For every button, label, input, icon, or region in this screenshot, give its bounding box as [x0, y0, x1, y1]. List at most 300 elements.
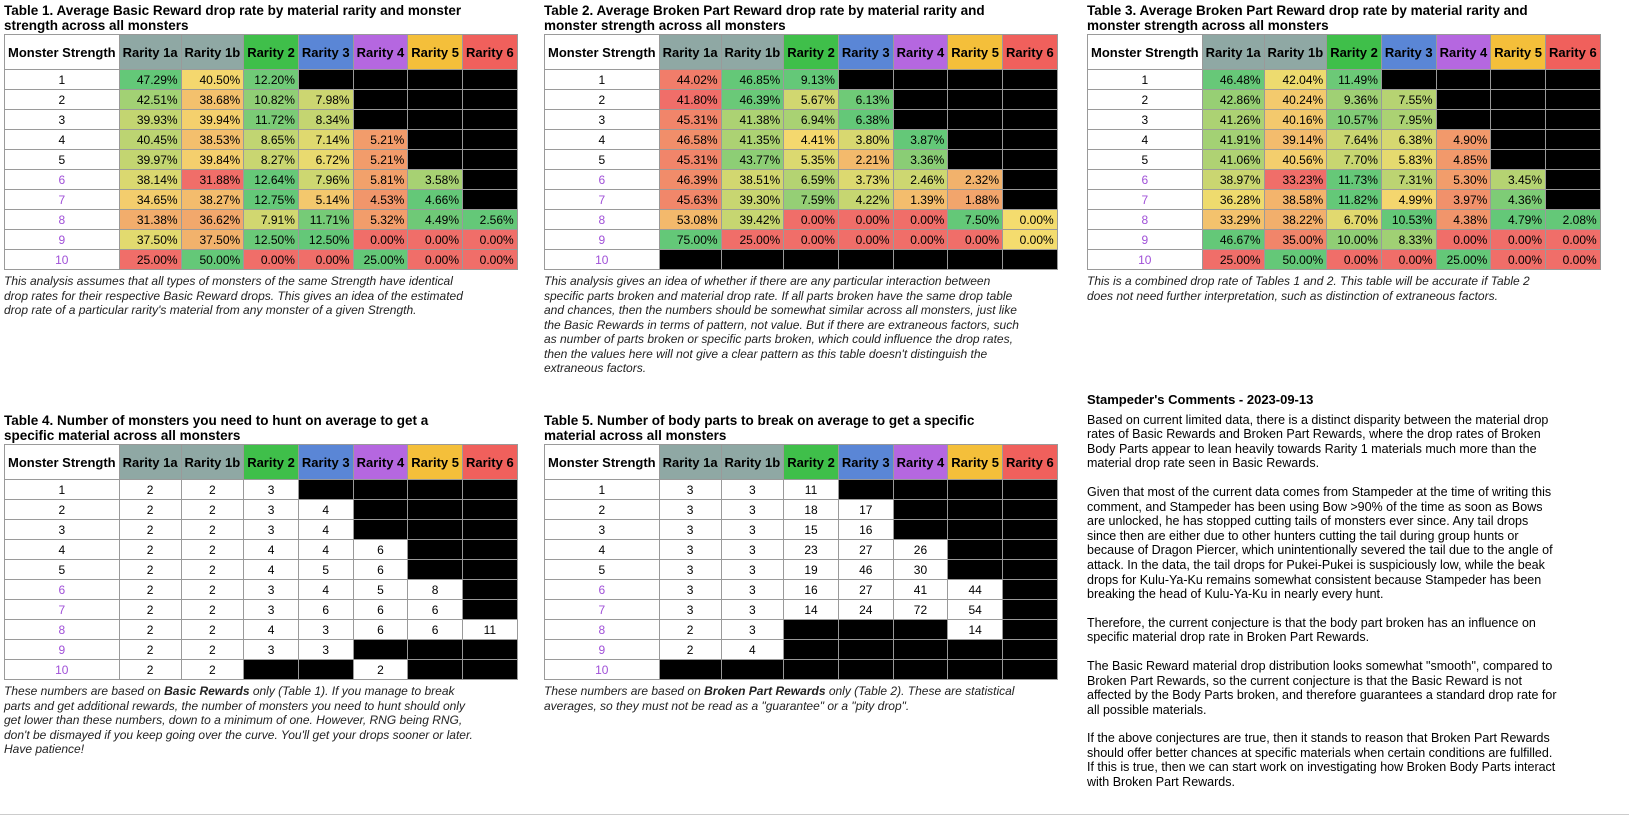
header-rarity-2: Rarity 2: [784, 445, 839, 480]
value-cell: 6.59%: [784, 170, 839, 190]
value-cell: 2.46%: [893, 170, 948, 190]
header-rarity-1a: Rarity 1a: [659, 35, 721, 70]
value-cell: 2.08%: [1546, 210, 1601, 230]
value-cell: 19: [784, 560, 839, 580]
header-rarity-6: Rarity 6: [463, 35, 518, 70]
empty-cell: [408, 110, 463, 130]
value-cell: 26: [893, 540, 948, 560]
empty-cell: [1003, 500, 1058, 520]
empty-cell: [1546, 70, 1601, 90]
value-cell: 31.88%: [181, 170, 244, 190]
value-cell: 50.00%: [181, 250, 244, 270]
value-cell: 46.58%: [659, 130, 721, 150]
value-cell: 41: [893, 580, 948, 600]
value-cell: 5.21%: [353, 130, 408, 150]
value-cell: 11: [784, 480, 839, 500]
empty-cell: [948, 660, 1003, 680]
value-cell: 54: [948, 600, 1003, 620]
value-cell: 11.82%: [1327, 190, 1382, 210]
table1-block: [4, 3, 514, 318]
empty-cell: [1003, 250, 1058, 270]
empty-cell: [893, 480, 948, 500]
empty-cell: [838, 70, 893, 90]
empty-cell: [1436, 90, 1491, 110]
monster-strength-cell: 8: [5, 210, 120, 230]
value-cell: 3.45%: [1491, 170, 1546, 190]
table5-block: [544, 413, 1054, 713]
table-row: [5, 560, 518, 580]
value-cell: 7.95%: [1381, 110, 1436, 130]
value-cell: 3.87%: [893, 130, 948, 150]
value-cell: 41.35%: [721, 130, 784, 150]
value-cell: 25.00%: [119, 250, 181, 270]
value-cell: 0.00%: [1491, 250, 1546, 270]
empty-cell: [463, 560, 518, 580]
value-cell: 8.27%: [244, 150, 299, 170]
comments-block: [1087, 393, 1557, 804]
value-cell: 2: [119, 640, 181, 660]
value-cell: 5.67%: [784, 90, 839, 110]
value-cell: 3.80%: [838, 130, 893, 150]
empty-cell: [463, 130, 518, 150]
monster-strength-cell: 9: [5, 230, 120, 250]
value-cell: 0.00%: [893, 210, 948, 230]
value-cell: 39.42%: [721, 210, 784, 230]
monster-strength-cell: 10: [545, 250, 660, 270]
value-cell: 2: [353, 660, 408, 680]
table-row: [545, 480, 1058, 500]
value-cell: 38.53%: [181, 130, 244, 150]
monster-strength-cell: 10: [5, 250, 120, 270]
value-cell: 0.00%: [784, 210, 839, 230]
table-row: [545, 540, 1058, 560]
value-cell: 6.94%: [784, 110, 839, 130]
empty-cell: [408, 500, 463, 520]
value-cell: 75.00%: [659, 230, 721, 250]
value-cell: 3: [244, 640, 299, 660]
monster-strength-cell: 7: [5, 190, 120, 210]
table4-note-post: only (Table 1). If you manage to break parts and get additional rewards, the number of monsters you need to hunt should only get lower than these numbers, down to a minimum of one. However, RNG being RNG, don't be dismayed if you keep going over the curve. You'll get your drops sooner or later. Have patience!: [4, 684, 473, 756]
value-cell: 39.94%: [181, 110, 244, 130]
empty-cell: [893, 620, 948, 640]
table2: [544, 34, 1058, 270]
empty-cell: [408, 660, 463, 680]
value-cell: 3: [659, 560, 721, 580]
value-cell: 3: [659, 500, 721, 520]
empty-cell: [948, 90, 1003, 110]
value-cell: 44.02%: [659, 70, 721, 90]
table-row: [5, 70, 518, 90]
value-cell: 2: [181, 500, 244, 520]
value-cell: 3: [659, 480, 721, 500]
value-cell: 10.00%: [1327, 230, 1382, 250]
comments-paragraph: Given that most of the current data comes from Stampeder at the time of writing this comment, and Stampeder has been using Bow >90% of the time as soon as Bows are unlocked, he has stopped cutting tails of monsters ever since. Any tail drops since then are either due to other hunters cutting the tail during group hunts or because of Dragon Piercer, which unintentionally severed the tail due to the angle of attack. In the data, the tail drops for Pukei-Pukei is suspiciously low, while the beak drops for Kulu-Ya-Ku remains somewhat consistent because Stampeder has been breaking the head of Kulu-Ya-Ku in nearly every hunt.: [1087, 484, 1553, 602]
monster-strength-cell: 7: [5, 600, 120, 620]
table-row: [5, 480, 518, 500]
table-row: [5, 90, 518, 110]
header-rarity-4: Rarity 4: [893, 445, 948, 480]
value-cell: 5.81%: [353, 170, 408, 190]
value-cell: 44: [948, 580, 1003, 600]
monster-strength-cell: 5: [1088, 150, 1203, 170]
value-cell: 34.65%: [119, 190, 181, 210]
empty-cell: [1003, 150, 1058, 170]
value-cell: 5.30%: [1436, 170, 1491, 190]
value-cell: 7.59%: [784, 190, 839, 210]
table3: [1087, 34, 1601, 270]
empty-cell: [244, 660, 299, 680]
value-cell: 2: [181, 600, 244, 620]
empty-cell: [408, 540, 463, 560]
value-cell: 7.70%: [1327, 150, 1382, 170]
empty-cell: [1546, 170, 1601, 190]
value-cell: 25.00%: [1436, 250, 1491, 270]
empty-cell: [721, 660, 784, 680]
value-cell: 41.38%: [721, 110, 784, 130]
monster-strength-cell: 7: [545, 600, 660, 620]
value-cell: 31.38%: [119, 210, 181, 230]
value-cell: 0.00%: [1546, 230, 1601, 250]
empty-cell: [463, 480, 518, 500]
table-row: [1088, 190, 1601, 210]
table5-note-bold: Broken Part Rewards: [704, 684, 826, 698]
comments-paragraph: Therefore, the current conjecture is that the body part broken has an influence on specific material drop rate in Broken Part Rewards.: [1087, 615, 1536, 645]
monster-strength-cell: 6: [545, 580, 660, 600]
empty-cell: [784, 620, 839, 640]
empty-cell: [893, 110, 948, 130]
empty-cell: [463, 600, 518, 620]
header-rarity-2: Rarity 2: [784, 35, 839, 70]
empty-cell: [721, 250, 784, 270]
table1: [4, 34, 518, 270]
value-cell: 0.00%: [1003, 210, 1058, 230]
empty-cell: [463, 660, 518, 680]
value-cell: 3.36%: [893, 150, 948, 170]
table-row: [5, 130, 518, 150]
value-cell: 8.33%: [1381, 230, 1436, 250]
empty-cell: [838, 480, 893, 500]
value-cell: 3.58%: [408, 170, 463, 190]
value-cell: 2.56%: [463, 210, 518, 230]
empty-cell: [1003, 480, 1058, 500]
value-cell: 3: [721, 600, 784, 620]
value-cell: 2: [119, 560, 181, 580]
monster-strength-cell: 5: [545, 150, 660, 170]
value-cell: 46.48%: [1202, 70, 1264, 90]
value-cell: 6.38%: [1381, 130, 1436, 150]
monster-strength-cell: 10: [1088, 250, 1203, 270]
empty-cell: [463, 190, 518, 210]
empty-cell: [1491, 130, 1546, 150]
empty-cell: [1003, 620, 1058, 640]
empty-cell: [463, 640, 518, 660]
monster-strength-cell: 3: [545, 520, 660, 540]
table4: [4, 444, 518, 680]
empty-cell: [408, 90, 463, 110]
value-cell: 3: [659, 540, 721, 560]
value-cell: 4.79%: [1491, 210, 1546, 230]
value-cell: 1.39%: [893, 190, 948, 210]
value-cell: 50.00%: [1264, 250, 1327, 270]
value-cell: 41.91%: [1202, 130, 1264, 150]
empty-cell: [838, 660, 893, 680]
monster-strength-cell: 8: [1088, 210, 1203, 230]
value-cell: 4: [244, 540, 299, 560]
header-rarity-2: Rarity 2: [1327, 35, 1382, 70]
value-cell: 2: [181, 520, 244, 540]
value-cell: 41.26%: [1202, 110, 1264, 130]
empty-cell: [463, 150, 518, 170]
empty-cell: [1003, 70, 1058, 90]
empty-cell: [1003, 560, 1058, 580]
empty-cell: [948, 500, 1003, 520]
empty-cell: [893, 500, 948, 520]
table4-note: [4, 684, 482, 757]
empty-cell: [463, 500, 518, 520]
value-cell: 40.56%: [1264, 150, 1327, 170]
value-cell: 46.85%: [721, 70, 784, 90]
table-row: [545, 500, 1058, 520]
value-cell: 0.00%: [893, 230, 948, 250]
monster-strength-cell: 4: [5, 130, 120, 150]
empty-cell: [408, 70, 463, 90]
value-cell: 27: [838, 580, 893, 600]
empty-cell: [1003, 130, 1058, 150]
monster-strength-cell: 8: [545, 620, 660, 640]
value-cell: 11.72%: [244, 110, 299, 130]
value-cell: 0.00%: [1491, 230, 1546, 250]
value-cell: 11.49%: [1327, 70, 1382, 90]
header-rarity-1a: Rarity 1a: [119, 35, 181, 70]
empty-cell: [1003, 600, 1058, 620]
value-cell: 4.66%: [408, 190, 463, 210]
value-cell: 4: [298, 540, 353, 560]
value-cell: 2: [119, 540, 181, 560]
empty-cell: [838, 620, 893, 640]
value-cell: 14: [948, 620, 1003, 640]
value-cell: 25.00%: [353, 250, 408, 270]
table-row: [5, 210, 518, 230]
table2-note: This analysis gives an idea of whether if there are any particular interaction between specific parts broken and material drop rate. If all parts broken have the same drop table and chances, then the numbers should be somewhat similar across all monsters, just like the Basic Rewards in terms of pattern, not value. But if there are extraneous factors, such as number of parts broken or specific parts broken, which could influence the drop rates, then the values here will not give a clear pattern as this table doesn't distinguish the extraneous factors.: [544, 274, 1019, 375]
value-cell: 0.00%: [784, 230, 839, 250]
value-cell: 2: [119, 580, 181, 600]
value-cell: 12.50%: [298, 230, 353, 250]
empty-cell: [1003, 90, 1058, 110]
value-cell: 6: [353, 540, 408, 560]
value-cell: 4: [721, 640, 784, 660]
value-cell: 25.00%: [721, 230, 784, 250]
table-row: [545, 560, 1058, 580]
empty-cell: [1003, 580, 1058, 600]
table-row: [1088, 150, 1601, 170]
value-cell: 35.00%: [1264, 230, 1327, 250]
header-rarity-4: Rarity 4: [353, 445, 408, 480]
empty-cell: [298, 70, 353, 90]
value-cell: 45.63%: [659, 190, 721, 210]
value-cell: 3: [721, 620, 784, 640]
table-row: [5, 540, 518, 560]
monster-strength-cell: 6: [1088, 170, 1203, 190]
empty-cell: [893, 250, 948, 270]
value-cell: 5: [298, 560, 353, 580]
value-cell: 38.58%: [1264, 190, 1327, 210]
value-cell: 9.13%: [784, 70, 839, 90]
value-cell: 1.88%: [948, 190, 1003, 210]
value-cell: 5.21%: [353, 150, 408, 170]
value-cell: 33.23%: [1264, 170, 1327, 190]
table2-title: Table 2. Average Broken Part Reward drop rate by material rarity and monster strength across all monsters: [544, 3, 985, 33]
value-cell: 46.67%: [1202, 230, 1264, 250]
monster-strength-cell: 2: [5, 500, 120, 520]
empty-cell: [1491, 90, 1546, 110]
value-cell: 12.64%: [244, 170, 299, 190]
table-row: [545, 90, 1058, 110]
monster-strength-cell: 5: [5, 150, 120, 170]
header-monster-strength: Monster Strength: [545, 445, 660, 480]
value-cell: 2: [181, 540, 244, 560]
value-cell: 3: [244, 520, 299, 540]
value-cell: 7.96%: [298, 170, 353, 190]
header-rarity-5: Rarity 5: [1491, 35, 1546, 70]
empty-cell: [948, 250, 1003, 270]
empty-cell: [838, 250, 893, 270]
empty-cell: [948, 110, 1003, 130]
value-cell: 4: [244, 560, 299, 580]
monster-strength-cell: 1: [545, 480, 660, 500]
table-row: [545, 640, 1058, 660]
empty-cell: [408, 480, 463, 500]
value-cell: 40.45%: [119, 130, 181, 150]
value-cell: 0.00%: [408, 230, 463, 250]
table5-note-pre: These numbers are based on: [544, 684, 705, 698]
value-cell: 4.53%: [353, 190, 408, 210]
table-row: [1088, 70, 1601, 90]
empty-cell: [353, 520, 408, 540]
empty-cell: [948, 640, 1003, 660]
value-cell: 4: [298, 580, 353, 600]
empty-cell: [1546, 90, 1601, 110]
value-cell: 11.73%: [1327, 170, 1382, 190]
header-rarity-5: Rarity 5: [948, 35, 1003, 70]
value-cell: 33.29%: [1202, 210, 1264, 230]
value-cell: 0.00%: [408, 250, 463, 270]
table5-note-post: only (Table 2). These are statistical averages, so they must not be read as a "guarantee" or a "pity drop".: [544, 684, 1015, 713]
value-cell: 45.31%: [659, 150, 721, 170]
header-rarity-2: Rarity 2: [244, 35, 299, 70]
value-cell: 0.00%: [1436, 230, 1491, 250]
table-row: [5, 620, 518, 640]
empty-cell: [1491, 70, 1546, 90]
empty-cell: [893, 70, 948, 90]
value-cell: 0.00%: [1003, 230, 1058, 250]
table-row: [5, 110, 518, 130]
value-cell: 3.73%: [838, 170, 893, 190]
table5: [544, 444, 1058, 680]
value-cell: 0.00%: [353, 230, 408, 250]
value-cell: 38.51%: [721, 170, 784, 190]
header-monster-strength: Monster Strength: [5, 35, 120, 70]
empty-cell: [1546, 190, 1601, 210]
header-monster-strength: Monster Strength: [5, 445, 120, 480]
header-rarity-3: Rarity 3: [298, 35, 353, 70]
value-cell: 38.97%: [1202, 170, 1264, 190]
value-cell: 5.35%: [784, 150, 839, 170]
value-cell: 7.64%: [1327, 130, 1382, 150]
empty-cell: [1003, 520, 1058, 540]
value-cell: 2: [659, 640, 721, 660]
value-cell: 2: [181, 480, 244, 500]
empty-cell: [784, 250, 839, 270]
comments-heading: Stampeder's Comments - 2023-09-13: [1087, 392, 1314, 407]
value-cell: 2: [181, 560, 244, 580]
empty-cell: [1003, 640, 1058, 660]
value-cell: 0.00%: [838, 210, 893, 230]
empty-cell: [893, 660, 948, 680]
monster-strength-cell: 10: [545, 660, 660, 680]
value-cell: 5.14%: [298, 190, 353, 210]
value-cell: 7.14%: [298, 130, 353, 150]
header-rarity-6: Rarity 6: [1546, 35, 1601, 70]
value-cell: 0.00%: [948, 230, 1003, 250]
empty-cell: [463, 70, 518, 90]
value-cell: 43.77%: [721, 150, 784, 170]
empty-cell: [353, 500, 408, 520]
value-cell: 10.53%: [1381, 210, 1436, 230]
value-cell: 2: [119, 500, 181, 520]
table-row: [1088, 90, 1601, 110]
value-cell: 11: [463, 620, 518, 640]
monster-strength-cell: 3: [1088, 110, 1203, 130]
value-cell: 42.04%: [1264, 70, 1327, 90]
value-cell: 4: [244, 620, 299, 640]
table4-note-pre: These numbers are based on: [4, 684, 165, 698]
header-rarity-4: Rarity 4: [353, 35, 408, 70]
value-cell: 46.39%: [721, 90, 784, 110]
value-cell: 7.98%: [298, 90, 353, 110]
value-cell: 3: [721, 480, 784, 500]
header-rarity-6: Rarity 6: [463, 445, 518, 480]
header-rarity-1b: Rarity 1b: [181, 445, 244, 480]
comments-paragraph: If the above conjectures are true, then it stands to reason that Broken Part Rewards should offer better chances at specific materials when certain conditions are fulfilled. If this is true, then we can start work on investigating how Broken Body Parts interact with Broken Part Rewards.: [1087, 731, 1556, 790]
value-cell: 46.39%: [659, 170, 721, 190]
table-row: [5, 230, 518, 250]
value-cell: 2: [119, 480, 181, 500]
table-row: [5, 520, 518, 540]
value-cell: 25.00%: [1202, 250, 1264, 270]
header-rarity-2: Rarity 2: [244, 445, 299, 480]
empty-cell: [353, 90, 408, 110]
value-cell: 53.08%: [659, 210, 721, 230]
empty-cell: [1546, 110, 1601, 130]
value-cell: 6: [353, 600, 408, 620]
header-rarity-3: Rarity 3: [298, 445, 353, 480]
value-cell: 4.36%: [1491, 190, 1546, 210]
monster-strength-cell: 1: [545, 70, 660, 90]
empty-cell: [948, 70, 1003, 90]
header-rarity-1a: Rarity 1a: [659, 445, 721, 480]
value-cell: 39.93%: [119, 110, 181, 130]
value-cell: 12.75%: [244, 190, 299, 210]
monster-strength-cell: 8: [545, 210, 660, 230]
value-cell: 9.36%: [1327, 90, 1382, 110]
value-cell: 3.97%: [1436, 190, 1491, 210]
value-cell: 72: [893, 600, 948, 620]
table3-note: This is a combined drop rate of Tables 1 and 2. This table will be accurate if Table 2 does not need further interpretation, such as distinction of extraneous factors.: [1087, 274, 1530, 303]
value-cell: 38.14%: [119, 170, 181, 190]
empty-cell: [1546, 130, 1601, 150]
comments-paragraph: The Basic Reward material drop distribution looks somewhat "smooth", compared to Broken Part Rewards, so the current conjecture is that the Basic Reward is not affected by the Body Parts broken, and therefore guarantees a standard drop rate for all possible materials.: [1087, 658, 1557, 717]
table-row: [545, 600, 1058, 620]
